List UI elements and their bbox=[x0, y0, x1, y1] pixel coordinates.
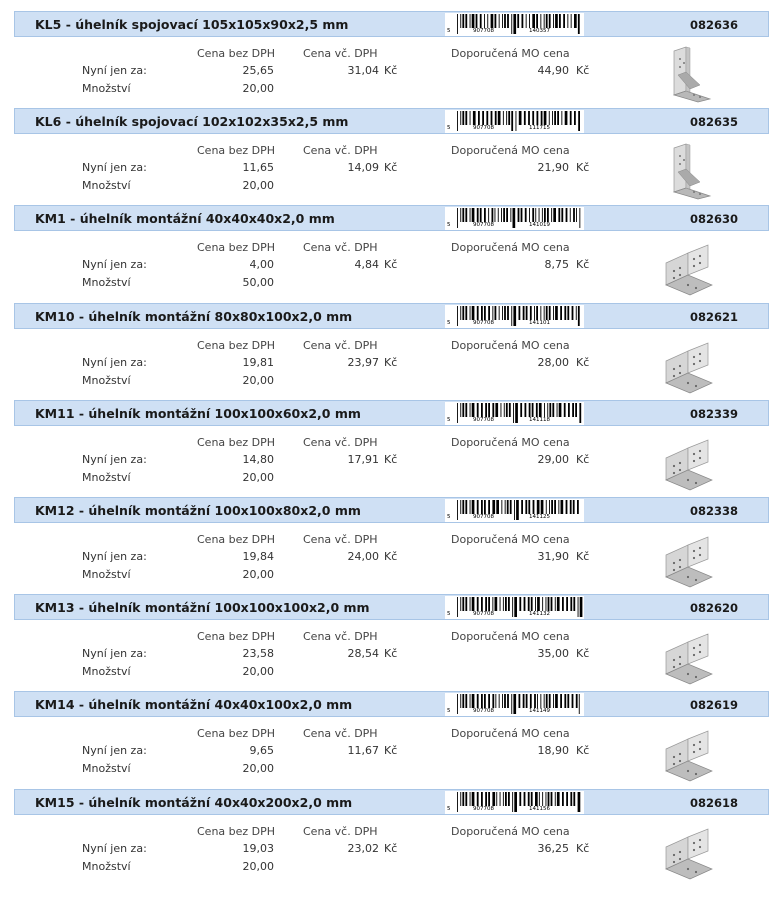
now-only-label: Nyní jen za: bbox=[82, 64, 147, 77]
barcode-bars bbox=[445, 596, 584, 619]
price-ex-vat-header: Cena bez DPH bbox=[197, 435, 276, 449]
barcode-bars bbox=[445, 499, 584, 522]
barcode-bars bbox=[445, 13, 584, 36]
product-item bbox=[0, 205, 779, 302]
barcode-digits-left: 907708 bbox=[473, 805, 494, 812]
product-title[interactable]: KM14 - úhelník montážní 40x40x100x2,0 mm bbox=[35, 697, 353, 713]
recommended-price-header: Doporučená MO cena bbox=[451, 47, 570, 60]
quantity-label: Množství bbox=[82, 470, 131, 484]
barcode-bars bbox=[445, 305, 584, 328]
currency-label: Kč bbox=[576, 258, 590, 272]
quantity-label: Množství bbox=[82, 179, 131, 193]
product-code: 082621 bbox=[689, 309, 738, 324]
currency-label: Kč bbox=[576, 550, 590, 563]
now-only-label: Nyní jen za: bbox=[82, 647, 147, 661]
product-code: 082619 bbox=[689, 698, 738, 713]
barcode bbox=[445, 13, 584, 36]
barcode-digits-right: 141156 bbox=[529, 805, 550, 812]
price-ex-vat-header: Cena bez DPH bbox=[197, 630, 276, 644]
price-inc-vat-header: Cena vč. DPH bbox=[303, 241, 378, 255]
barcode-digits-right: 141118 bbox=[529, 416, 550, 423]
barcode-digits-right: 141125 bbox=[529, 514, 550, 520]
barcode-digit-prefix: 5 bbox=[447, 319, 451, 326]
price-inc-vat-value: 28,54 bbox=[347, 647, 379, 661]
barcode-digits-right: 141149 bbox=[529, 708, 550, 715]
now-only-label: Nyní jen za: bbox=[82, 258, 147, 272]
barcode-digits-right: 141132 bbox=[529, 611, 550, 618]
barcode bbox=[445, 693, 584, 716]
recommended-price-header: Doporučená MO cena bbox=[451, 144, 570, 158]
price-inc-vat-value: 31,04 bbox=[347, 64, 379, 77]
barcode-digits-left: 907708 bbox=[473, 319, 494, 326]
price-ex-vat-value: 23,58 bbox=[242, 647, 274, 661]
quantity-value: 20,00 bbox=[242, 859, 274, 873]
product-code: 082630 bbox=[689, 212, 738, 227]
now-only-label: Nyní jen za: bbox=[82, 841, 147, 855]
barcode bbox=[445, 499, 584, 522]
barcode-digits-left: 907708 bbox=[473, 611, 494, 618]
product-header bbox=[14, 594, 769, 620]
mounting-bracket-icon[interactable] bbox=[660, 628, 720, 686]
product-header bbox=[14, 691, 769, 717]
quantity-label: Množství bbox=[82, 82, 131, 95]
barcode-digit-prefix: 5 bbox=[447, 125, 451, 132]
barcode bbox=[445, 207, 584, 230]
barcode-digits-left: 907708 bbox=[473, 416, 494, 423]
product-title[interactable]: KM11 - úhelník montážní 100x100x60x2,0 mm bbox=[35, 405, 361, 421]
barcode-digit-prefix: 5 bbox=[447, 416, 451, 423]
price-inc-vat-header: Cena vč. DPH bbox=[303, 47, 378, 60]
currency-label: Kč bbox=[576, 841, 590, 855]
product-code: 082620 bbox=[689, 601, 738, 616]
price-ex-vat-value: 19,03 bbox=[242, 841, 274, 855]
price-ex-vat-header: Cena bez DPH bbox=[197, 241, 276, 255]
barcode-digits-left: 907708 bbox=[473, 514, 494, 520]
barcode-digit-prefix: 5 bbox=[447, 611, 451, 618]
recommended-price-header: Doporučená MO cena bbox=[451, 727, 570, 741]
barcode-digit-prefix: 5 bbox=[447, 708, 451, 715]
product-header bbox=[14, 11, 769, 37]
product-code: 082636 bbox=[689, 18, 738, 32]
quantity-value: 20,00 bbox=[242, 665, 274, 679]
recommended-price-value: 36,25 bbox=[537, 841, 569, 855]
recommended-price-header: Doporučená MO cena bbox=[451, 533, 570, 546]
product-item bbox=[0, 11, 779, 108]
product-header bbox=[14, 400, 769, 426]
quantity-value: 20,00 bbox=[242, 762, 274, 776]
recommended-price-header: Doporučená MO cena bbox=[451, 630, 570, 644]
price-inc-vat-header: Cena vč. DPH bbox=[303, 144, 378, 158]
barcode-digits-left: 907708 bbox=[473, 125, 494, 132]
recommended-price-header: Doporučená MO cena bbox=[451, 435, 570, 449]
barcode bbox=[445, 791, 584, 814]
price-inc-vat-header: Cena vč. DPH bbox=[303, 533, 378, 546]
product-title[interactable]: KM13 - úhelník montážní 100x100x100x2,0 mm bbox=[35, 600, 370, 616]
price-inc-vat-value: 4,84 bbox=[354, 258, 379, 272]
barcode bbox=[445, 305, 584, 328]
price-ex-vat-header: Cena bez DPH bbox=[197, 824, 276, 838]
currency-label: Kč bbox=[576, 452, 590, 466]
product-header bbox=[14, 789, 769, 815]
price-inc-vat-value: 17,91 bbox=[347, 452, 379, 466]
product-item bbox=[0, 400, 779, 497]
quantity-label: Množství bbox=[82, 859, 131, 873]
price-ex-vat-value: 14,80 bbox=[242, 452, 274, 466]
product-header bbox=[14, 303, 769, 329]
quantity-value: 20,00 bbox=[242, 179, 274, 193]
price-ex-vat-value: 25,65 bbox=[242, 64, 274, 77]
product-item bbox=[0, 497, 779, 594]
recommended-price-value: 18,90 bbox=[537, 744, 569, 758]
product-header bbox=[14, 497, 769, 523]
currency-label: Kč bbox=[384, 258, 398, 272]
quantity-value: 20,00 bbox=[242, 470, 274, 484]
barcode-digits-right: 140357 bbox=[529, 28, 550, 34]
quantity-label: Množství bbox=[82, 373, 131, 387]
currency-label: Kč bbox=[576, 647, 590, 661]
now-only-label: Nyní jen za: bbox=[82, 161, 147, 175]
barcode-digits-left: 907708 bbox=[473, 222, 494, 229]
barcode-bars bbox=[445, 207, 584, 230]
barcode-bars bbox=[445, 110, 584, 133]
product-title[interactable]: KM10 - úhelník montážní 80x80x100x2,0 mm bbox=[35, 308, 353, 324]
price-ex-vat-value: 11,65 bbox=[242, 161, 274, 175]
product-item bbox=[0, 691, 779, 788]
quantity-label: Množství bbox=[82, 762, 131, 776]
price-ex-vat-header: Cena bez DPH bbox=[197, 144, 276, 158]
price-inc-vat-header: Cena vč. DPH bbox=[303, 824, 378, 838]
price-ex-vat-header: Cena bez DPH bbox=[197, 533, 276, 546]
price-inc-vat-header: Cena vč. DPH bbox=[303, 435, 378, 449]
price-inc-vat-header: Cena vč. DPH bbox=[303, 727, 378, 741]
currency-label: Kč bbox=[384, 550, 398, 563]
product-title[interactable]: KM1 - úhelník montážní 40x40x40x2,0 mm bbox=[35, 211, 335, 227]
price-inc-vat-value: 23,97 bbox=[347, 355, 379, 369]
recommended-price-value: 29,00 bbox=[537, 452, 569, 466]
barcode-digits-right: 141101 bbox=[529, 319, 550, 326]
barcode-digit-prefix: 5 bbox=[447, 28, 451, 34]
barcode bbox=[445, 402, 584, 425]
barcode-digit-prefix: 5 bbox=[447, 805, 451, 812]
connecting-bracket-icon[interactable] bbox=[660, 142, 720, 200]
currency-label: Kč bbox=[384, 452, 398, 466]
barcode-bars bbox=[445, 402, 584, 425]
currency-label: Kč bbox=[384, 355, 398, 369]
mounting-bracket-icon[interactable] bbox=[660, 239, 720, 297]
quantity-label: Množství bbox=[82, 568, 131, 581]
mounting-bracket-icon[interactable] bbox=[660, 531, 720, 589]
now-only-label: Nyní jen za: bbox=[82, 550, 147, 563]
currency-label: Kč bbox=[576, 355, 590, 369]
product-header bbox=[14, 108, 769, 134]
recommended-price-value: 28,00 bbox=[537, 355, 569, 369]
currency-label: Kč bbox=[384, 161, 398, 175]
quantity-value: 20,00 bbox=[242, 568, 274, 581]
price-inc-vat-value: 24,00 bbox=[347, 550, 379, 563]
mounting-bracket-icon[interactable] bbox=[660, 725, 720, 783]
product-code: 082339 bbox=[689, 406, 738, 421]
price-ex-vat-header: Cena bez DPH bbox=[197, 47, 276, 60]
price-inc-vat-value: 14,09 bbox=[347, 161, 379, 175]
currency-label: Kč bbox=[384, 64, 398, 77]
product-code: 082635 bbox=[689, 115, 738, 130]
recommended-price-header: Doporučená MO cena bbox=[451, 824, 570, 838]
price-ex-vat-value: 9,65 bbox=[249, 744, 274, 758]
product-title[interactable]: KL6 - úhelník spojovací 102x102x35x2,5 mm bbox=[35, 114, 349, 130]
mounting-bracket-icon[interactable] bbox=[660, 434, 720, 492]
price-ex-vat-value: 19,84 bbox=[242, 550, 274, 563]
product-title[interactable]: KL5 - úhelník spojovací 105x105x90x2,5 mm bbox=[35, 17, 349, 32]
recommended-price-header: Doporučená MO cena bbox=[451, 241, 570, 255]
barcode bbox=[445, 110, 584, 133]
quantity-value: 20,00 bbox=[242, 373, 274, 387]
product-header bbox=[14, 205, 769, 231]
price-ex-vat-header: Cena bez DPH bbox=[197, 338, 276, 352]
now-only-label: Nyní jen za: bbox=[82, 452, 147, 466]
connecting-bracket-icon[interactable] bbox=[660, 45, 720, 103]
product-code: 082338 bbox=[689, 504, 738, 518]
product-item bbox=[0, 594, 779, 691]
currency-label: Kč bbox=[576, 64, 590, 77]
quantity-label: Množství bbox=[82, 665, 131, 679]
barcode-bars bbox=[445, 693, 584, 716]
price-ex-vat-value: 19,81 bbox=[242, 355, 274, 369]
barcode-digit-prefix: 5 bbox=[447, 222, 451, 229]
recommended-price-value: 31,90 bbox=[537, 550, 569, 563]
price-inc-vat-header: Cena vč. DPH bbox=[303, 630, 378, 644]
recommended-price-value: 8,75 bbox=[544, 258, 569, 272]
recommended-price-value: 44,90 bbox=[537, 64, 569, 77]
price-inc-vat-header: Cena vč. DPH bbox=[303, 338, 378, 352]
now-only-label: Nyní jen za: bbox=[82, 744, 147, 758]
barcode bbox=[445, 596, 584, 619]
barcode-digits-right: 141019 bbox=[529, 222, 550, 229]
now-only-label: Nyní jen za: bbox=[82, 355, 147, 369]
recommended-price-value: 21,90 bbox=[537, 161, 569, 175]
barcode-digits-left: 907708 bbox=[473, 28, 494, 34]
price-inc-vat-value: 11,67 bbox=[347, 744, 379, 758]
currency-label: Kč bbox=[384, 647, 398, 661]
quantity-label: Množství bbox=[82, 276, 131, 290]
price-ex-vat-value: 4,00 bbox=[249, 258, 274, 272]
product-code: 082618 bbox=[689, 795, 738, 810]
product-title[interactable]: KM12 - úhelník montážní 100x100x80x2,0 mm bbox=[35, 503, 361, 518]
currency-label: Kč bbox=[384, 841, 398, 855]
currency-label: Kč bbox=[576, 161, 590, 175]
currency-label: Kč bbox=[576, 744, 590, 758]
barcode-digits-left: 907708 bbox=[473, 708, 494, 715]
currency-label: Kč bbox=[384, 744, 398, 758]
mounting-bracket-icon[interactable] bbox=[660, 823, 720, 881]
recommended-price-value: 35,00 bbox=[537, 647, 569, 661]
barcode-bars bbox=[445, 791, 584, 814]
quantity-value: 20,00 bbox=[242, 82, 274, 95]
price-ex-vat-header: Cena bez DPH bbox=[197, 727, 276, 741]
recommended-price-header: Doporučená MO cena bbox=[451, 338, 570, 352]
price-inc-vat-value: 23,02 bbox=[347, 841, 379, 855]
barcode-digits-right: 111715 bbox=[529, 125, 550, 132]
product-item bbox=[0, 108, 779, 205]
barcode-digit-prefix: 5 bbox=[447, 514, 451, 520]
product-item bbox=[0, 303, 779, 400]
mounting-bracket-icon[interactable] bbox=[660, 337, 720, 395]
product-item bbox=[0, 789, 779, 886]
product-title[interactable]: KM15 - úhelník montážní 40x40x200x2,0 mm bbox=[35, 794, 353, 810]
quantity-value: 50,00 bbox=[242, 276, 274, 290]
